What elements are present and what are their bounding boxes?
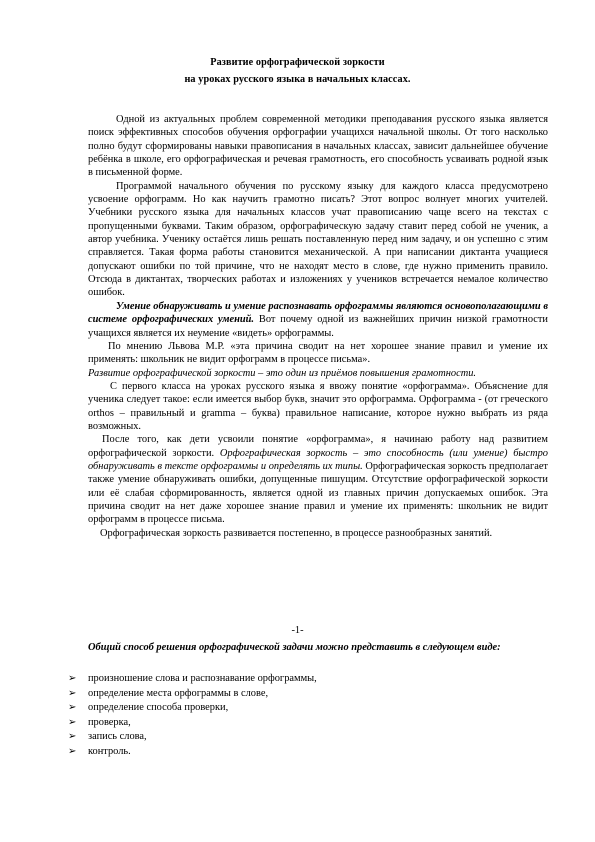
- paragraph-vigilance-start: После того, как дети усвоили понятие «орфограмма», я начинаю работу над развитием орфографической зоркости.: [88, 434, 548, 459]
- steps-lead-text: Общий способ решения орфографической задачи можно представить в следующем виде:: [88, 642, 501, 653]
- list-item: ➢ контроль.: [68, 745, 548, 760]
- paragraph-vigilance-rest: Орфографическая зоркость предполагает также умение обнаруживать ошибки, допущенные пишущим. Отсутствие орфографической зоркости или её слабая сформированность, является одной из главных причин допускаемых ошибок. Эта причина сводит на нет даже хорошее знание правил и умение их применять: школьник не видит орфограмм в процессе письма.: [88, 460, 548, 526]
- list-item: ➢ определение способа проверки,: [68, 701, 548, 716]
- emphasis-skills: Умение обнаруживать и умение распознавать орфограммы являются основополагающими в системе орфографических умений.: [88, 300, 548, 326]
- list-item: ➢ запись слова,: [68, 730, 548, 745]
- list-item: ➢ определение места орфограммы в слове,: [68, 687, 548, 702]
- arrowhead-bullet-icon: ➢: [68, 702, 77, 713]
- arrowhead-bullet-icon: ➢: [68, 673, 77, 684]
- arrowhead-bullet-icon: ➢: [68, 745, 77, 757]
- list-item: ➢ произношение слова и распознавание орфограммы,: [68, 672, 548, 687]
- steps-list: [68, 672, 548, 759]
- list-item: ➢ проверка,: [68, 716, 548, 731]
- paragraph-gradual-development: Орфографическая зоркость развивается постепенно, в процессе разнообразных занятий.: [100, 527, 493, 539]
- arrowhead-bullet-icon: ➢: [68, 731, 77, 742]
- paragraph-vigilance-definition: [88, 433, 548, 526]
- page-number: -1-: [291, 625, 304, 636]
- paragraph-vigilance-method: Развитие орфографической зоркости – это один из приёмов повышения грамотности.: [88, 367, 477, 379]
- paragraph-program: Программой начального обучения по русскому языку для каждого класса предусмотрено усвоение орфограмм. Но как научить грамотно писать? Этот вопрос волнует многих учителей. Учебники русского языка для начальных классов учат правописанию чаще всего на текстах с пропущенными буквами. Таким образом, орфографическую задачу ставит перед собой не ученик, а автор учебника. Ученику остаётся лишь решать поставленную перед ним задачу, и он успешно с этим справляется. Такая форма работы становится механической. А при написании диктанта учащиеся допускают ошибки по той причине, что не находят место в слове, где нужно применить правило. Отсюда в диктантах, творческих работах и изложениях у учеников встречается немалое количество ошибок.: [88, 180, 548, 299]
- paragraph-skills: [88, 300, 548, 340]
- paragraph-skills-rest: Вот почему одной из важнейших причин низкой грамотности учащихся является их неумение «видеть» орфограммы.: [88, 314, 548, 339]
- paragraph-lvov-quote: По мнению Львова М.Р. «эта причина сводит на нет хорошее знание правил и умение их применять: школьник не видит орфограмм в процессе письма».: [88, 340, 548, 366]
- document-title-line-2: на уроках русского языка в начальных классах.: [184, 74, 411, 85]
- document-title-line-1: Развитие орфографической зоркости: [210, 57, 385, 68]
- emphasis-vigilance-definition: Орфографическая зоркость – это способность (или умение) быстро обнаруживать в тексте орфограммы и определять их типы.: [88, 447, 548, 472]
- document-body: [88, 113, 548, 540]
- arrowhead-bullet-icon: ➢: [68, 687, 77, 699]
- paragraph-intro: Одной из актуальных проблем современной методики преподавания русского языка является поиск эффективных способов обучения орфографии учащихся начальной школы. От того насколько полно будут сформированы навыки правописания в начальных классах, зависит дальнейшее обучение ребёнка в школе, его орфографическая и речевая грамотность, его способность усваивать родной язык в письменной форме.: [88, 114, 548, 179]
- paragraph-orthogram-definition: С первого класса на уроках русского языка я ввожу понятие «орфограмма». Объяснение для ученика следует такое: если имеется выбор букв, значит это орфограмма. Орфограмма - (от греческого orthos – правильный и gramma – буква) правильное написание, которое нужно выбрать из ряда возможных.: [88, 380, 548, 432]
- arrowhead-bullet-icon: ➢: [68, 716, 77, 728]
